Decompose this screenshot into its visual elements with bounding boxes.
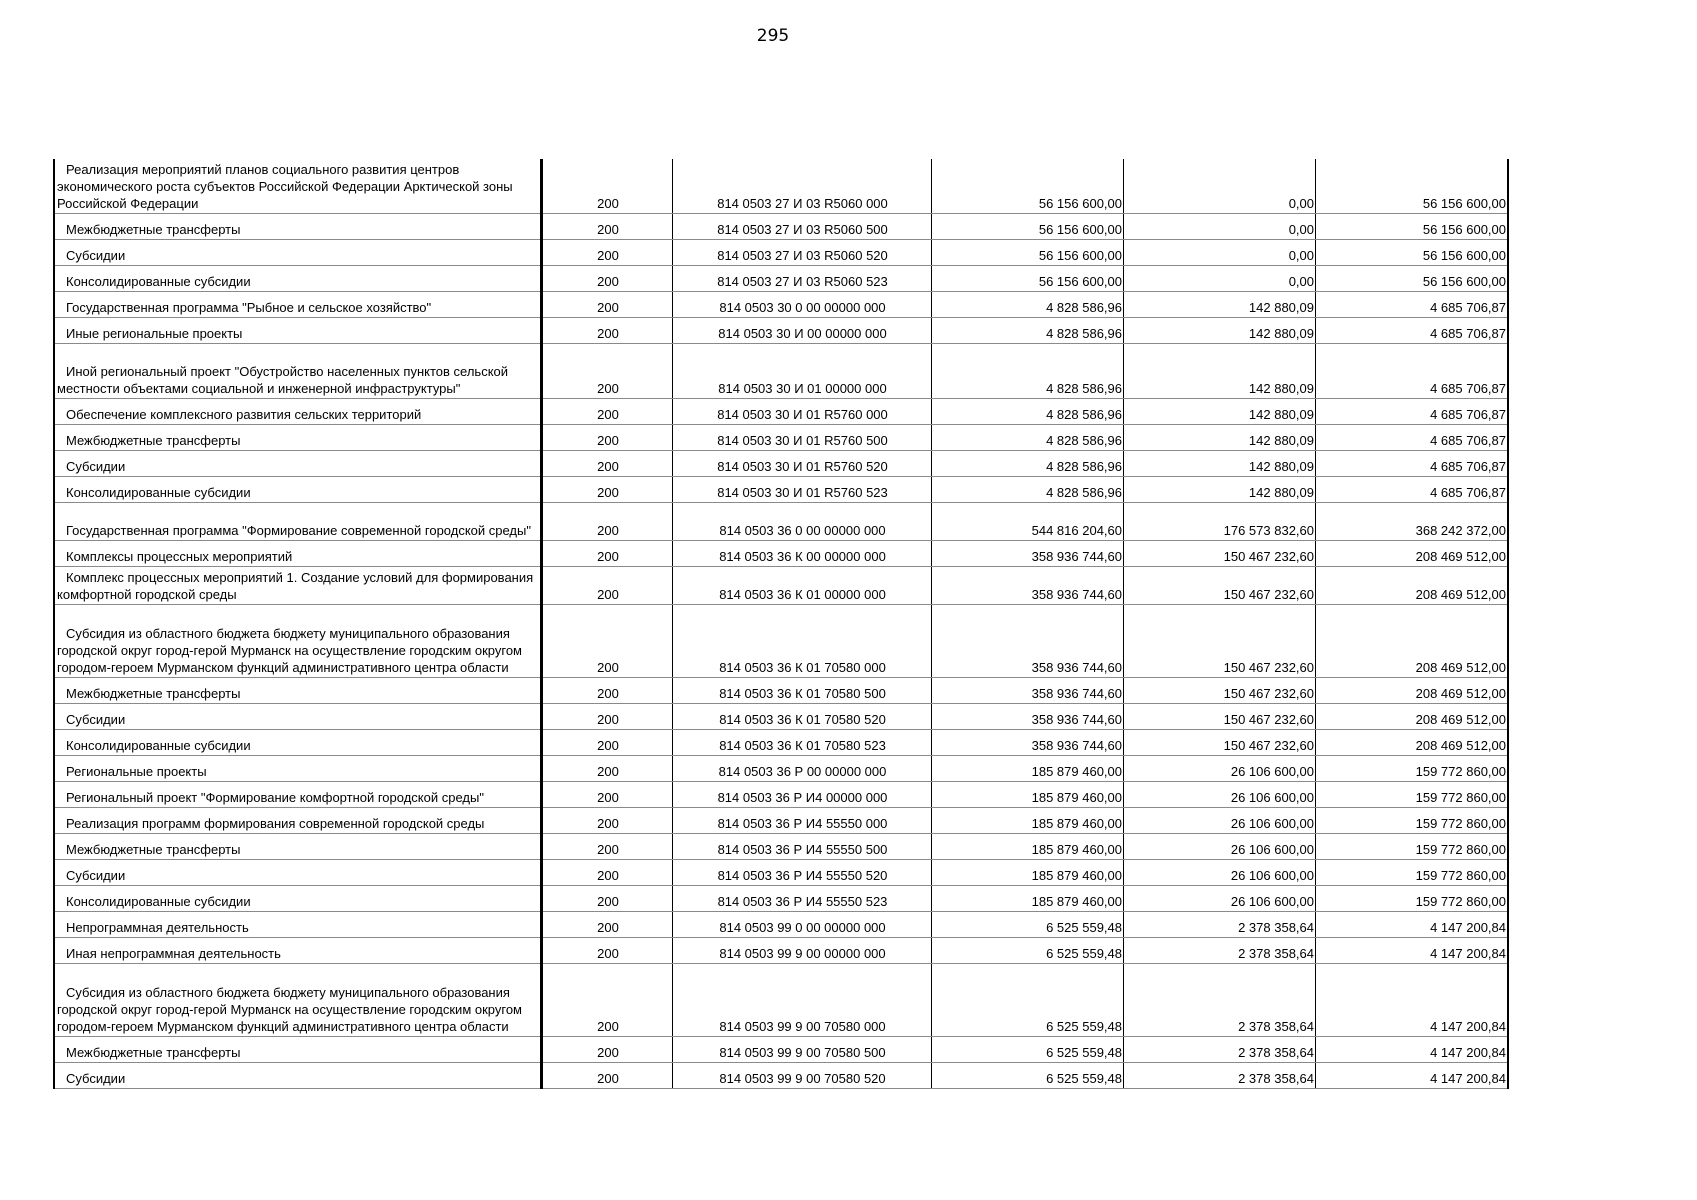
row-name-cell: Региональный проект "Формирование комфортной городской среды" <box>54 782 542 808</box>
row-amount-1-cell: 4 828 586,96 <box>932 477 1124 503</box>
row-amount-3-cell: 4 685 706,87 <box>1316 399 1509 425</box>
row-classification-code-cell: 814 0503 36 К 00 00000 000 <box>673 541 932 567</box>
row-amount-3-cell: 159 772 860,00 <box>1316 860 1509 886</box>
row-amount-3-cell: 4 685 706,87 <box>1316 318 1509 344</box>
row-name-cell: Межбюджетные трансферты <box>54 425 542 451</box>
row-name-cell: Реализация программ формирования современной городской среды <box>54 808 542 834</box>
row-classification-code-cell: 814 0503 27 И 03 R5060 523 <box>673 266 932 292</box>
row-amount-1-cell: 4 828 586,96 <box>932 344 1124 399</box>
row-amount-2-cell: 2 378 358,64 <box>1124 1063 1316 1089</box>
table-row <box>54 834 1508 860</box>
row-name-cell: Субсидия из областного бюджета бюджету муниципального образования городской округ город-герой Мурманск на осуществление городским округом городом-героем Мурманском функций административного центра области <box>54 605 542 678</box>
page-number: 295 <box>756 26 790 46</box>
row-name-cell: Иной региональный проект "Обустройство населенных пунктов сельской местности объектами социальной и инженерной инфраструктуры" <box>54 344 542 399</box>
row-code-cell: 200 <box>542 860 673 886</box>
table-row <box>54 503 1508 541</box>
row-amount-1-cell: 56 156 600,00 <box>932 240 1124 266</box>
row-name-cell: Субсидии <box>54 240 542 266</box>
row-classification-code-cell: 814 0503 36 Р И4 55550 523 <box>673 886 932 912</box>
row-classification-code-cell: 814 0503 99 9 00 70580 520 <box>673 1063 932 1089</box>
row-amount-1-cell: 56 156 600,00 <box>932 266 1124 292</box>
row-classification-code-cell: 814 0503 36 0 00 00000 000 <box>673 503 932 541</box>
row-code-cell: 200 <box>542 605 673 678</box>
row-amount-2-cell: 2 378 358,64 <box>1124 912 1316 938</box>
row-name-cell: Субсидии <box>54 1063 542 1089</box>
table-row <box>54 240 1508 266</box>
row-classification-code-cell: 814 0503 36 К 01 70580 000 <box>673 605 932 678</box>
table-row <box>54 886 1508 912</box>
row-name-cell: Консолидированные субсидии <box>54 477 542 503</box>
row-amount-1-cell: 358 936 744,60 <box>932 704 1124 730</box>
row-name-cell: Консолидированные субсидии <box>54 886 542 912</box>
row-amount-3-cell: 4 685 706,87 <box>1316 425 1509 451</box>
row-amount-2-cell: 26 106 600,00 <box>1124 834 1316 860</box>
table-row <box>54 318 1508 344</box>
row-code-cell: 200 <box>542 503 673 541</box>
row-amount-2-cell: 142 880,09 <box>1124 292 1316 318</box>
row-amount-1-cell: 56 156 600,00 <box>932 214 1124 240</box>
row-amount-2-cell: 150 467 232,60 <box>1124 541 1316 567</box>
row-amount-2-cell: 26 106 600,00 <box>1124 808 1316 834</box>
row-code-cell: 200 <box>542 292 673 318</box>
row-amount-2-cell: 26 106 600,00 <box>1124 886 1316 912</box>
row-classification-code-cell: 814 0503 27 И 03 R5060 000 <box>673 159 932 214</box>
row-amount-3-cell: 208 469 512,00 <box>1316 704 1509 730</box>
row-code-cell: 200 <box>542 756 673 782</box>
row-classification-code-cell: 814 0503 99 9 00 70580 500 <box>673 1037 932 1063</box>
row-amount-1-cell: 6 525 559,48 <box>932 964 1124 1037</box>
row-name-cell: Региональные проекты <box>54 756 542 782</box>
row-amount-3-cell: 4 685 706,87 <box>1316 292 1509 318</box>
row-amount-3-cell: 4 147 200,84 <box>1316 912 1509 938</box>
table-row <box>54 266 1508 292</box>
row-amount-1-cell: 185 879 460,00 <box>932 886 1124 912</box>
row-amount-1-cell: 4 828 586,96 <box>932 318 1124 344</box>
row-amount-2-cell: 142 880,09 <box>1124 318 1316 344</box>
row-amount-3-cell: 159 772 860,00 <box>1316 834 1509 860</box>
row-name-cell: Межбюджетные трансферты <box>54 834 542 860</box>
row-amount-3-cell: 208 469 512,00 <box>1316 541 1509 567</box>
row-amount-1-cell: 185 879 460,00 <box>932 808 1124 834</box>
row-amount-2-cell: 26 106 600,00 <box>1124 756 1316 782</box>
table-row <box>54 344 1508 399</box>
row-code-cell: 200 <box>542 730 673 756</box>
row-name-cell: Субсидии <box>54 860 542 886</box>
row-code-cell: 200 <box>542 159 673 214</box>
row-amount-3-cell: 208 469 512,00 <box>1316 730 1509 756</box>
row-name-cell: Комплекс процессных мероприятий 1. Создание условий для формирования комфортной городской среды <box>54 567 542 605</box>
row-amount-3-cell: 208 469 512,00 <box>1316 605 1509 678</box>
row-amount-1-cell: 4 828 586,96 <box>932 451 1124 477</box>
row-amount-1-cell: 4 828 586,96 <box>932 425 1124 451</box>
row-classification-code-cell: 814 0503 30 И 01 00000 000 <box>673 344 932 399</box>
row-classification-code-cell: 814 0503 36 К 01 70580 500 <box>673 678 932 704</box>
row-amount-3-cell: 4 685 706,87 <box>1316 344 1509 399</box>
row-name-cell: Межбюджетные трансферты <box>54 1037 542 1063</box>
row-amount-3-cell: 159 772 860,00 <box>1316 808 1509 834</box>
row-amount-2-cell: 0,00 <box>1124 214 1316 240</box>
row-amount-3-cell: 4 685 706,87 <box>1316 477 1509 503</box>
row-code-cell: 200 <box>542 477 673 503</box>
table-row <box>54 425 1508 451</box>
row-code-cell: 200 <box>542 240 673 266</box>
row-name-cell: Консолидированные субсидии <box>54 730 542 756</box>
table-row <box>54 159 1508 214</box>
table-row <box>54 730 1508 756</box>
row-name-cell: Межбюджетные трансферты <box>54 214 542 240</box>
row-amount-1-cell: 6 525 559,48 <box>932 912 1124 938</box>
row-code-cell: 200 <box>542 678 673 704</box>
row-amount-2-cell: 142 880,09 <box>1124 399 1316 425</box>
table-row <box>54 860 1508 886</box>
row-classification-code-cell: 814 0503 36 Р 00 00000 000 <box>673 756 932 782</box>
row-amount-2-cell: 150 467 232,60 <box>1124 730 1316 756</box>
table-row <box>54 1063 1508 1089</box>
row-name-cell: Иные региональные проекты <box>54 318 542 344</box>
row-code-cell: 200 <box>542 782 673 808</box>
row-amount-2-cell: 150 467 232,60 <box>1124 605 1316 678</box>
table-row <box>54 541 1508 567</box>
row-amount-3-cell: 56 156 600,00 <box>1316 266 1509 292</box>
table-row <box>54 214 1508 240</box>
row-code-cell: 200 <box>542 964 673 1037</box>
row-amount-3-cell: 159 772 860,00 <box>1316 886 1509 912</box>
table-row <box>54 808 1508 834</box>
row-amount-2-cell: 150 467 232,60 <box>1124 704 1316 730</box>
row-amount-2-cell: 142 880,09 <box>1124 344 1316 399</box>
row-classification-code-cell: 814 0503 27 И 03 R5060 500 <box>673 214 932 240</box>
table-row <box>54 292 1508 318</box>
row-amount-1-cell: 185 879 460,00 <box>932 860 1124 886</box>
row-amount-2-cell: 150 467 232,60 <box>1124 567 1316 605</box>
row-code-cell: 200 <box>542 886 673 912</box>
row-amount-1-cell: 185 879 460,00 <box>932 782 1124 808</box>
row-code-cell: 200 <box>542 344 673 399</box>
row-amount-1-cell: 6 525 559,48 <box>932 1037 1124 1063</box>
row-name-cell: Государственная программа "Формирование современной городской среды" <box>54 503 542 541</box>
row-classification-code-cell: 814 0503 36 Р И4 00000 000 <box>673 782 932 808</box>
row-amount-3-cell: 56 156 600,00 <box>1316 240 1509 266</box>
row-name-cell: Комплексы процессных мероприятий <box>54 541 542 567</box>
row-amount-3-cell: 208 469 512,00 <box>1316 678 1509 704</box>
row-amount-1-cell: 544 816 204,60 <box>932 503 1124 541</box>
row-classification-code-cell: 814 0503 99 0 00 00000 000 <box>673 912 932 938</box>
row-name-cell: Обеспечение комплексного развития сельских территорий <box>54 399 542 425</box>
row-amount-3-cell: 159 772 860,00 <box>1316 756 1509 782</box>
row-amount-2-cell: 142 880,09 <box>1124 477 1316 503</box>
row-code-cell: 200 <box>542 808 673 834</box>
row-code-cell: 200 <box>542 834 673 860</box>
row-classification-code-cell: 814 0503 36 К 01 70580 523 <box>673 730 932 756</box>
row-code-cell: 200 <box>542 1037 673 1063</box>
row-amount-3-cell: 4 147 200,84 <box>1316 1037 1509 1063</box>
row-classification-code-cell: 814 0503 30 И 01 R5760 520 <box>673 451 932 477</box>
table-row <box>54 938 1508 964</box>
row-amount-3-cell: 4 147 200,84 <box>1316 964 1509 1037</box>
row-classification-code-cell: 814 0503 36 К 01 00000 000 <box>673 567 932 605</box>
row-amount-2-cell: 2 378 358,64 <box>1124 938 1316 964</box>
row-amount-1-cell: 185 879 460,00 <box>932 756 1124 782</box>
table-row <box>54 1037 1508 1063</box>
row-name-cell: Межбюджетные трансферты <box>54 678 542 704</box>
row-amount-1-cell: 4 828 586,96 <box>932 292 1124 318</box>
row-amount-1-cell: 358 936 744,60 <box>932 605 1124 678</box>
row-amount-3-cell: 56 156 600,00 <box>1316 159 1509 214</box>
row-code-cell: 200 <box>542 938 673 964</box>
row-amount-2-cell: 150 467 232,60 <box>1124 678 1316 704</box>
row-classification-code-cell: 814 0503 30 0 00 00000 000 <box>673 292 932 318</box>
row-classification-code-cell: 814 0503 36 К 01 70580 520 <box>673 704 932 730</box>
row-classification-code-cell: 814 0503 99 9 00 00000 000 <box>673 938 932 964</box>
row-classification-code-cell: 814 0503 36 Р И4 55550 520 <box>673 860 932 886</box>
row-classification-code-cell: 814 0503 30 И 01 R5760 523 <box>673 477 932 503</box>
row-amount-2-cell: 0,00 <box>1124 266 1316 292</box>
row-amount-1-cell: 6 525 559,48 <box>932 938 1124 964</box>
row-name-cell: Непрограммная деятельность <box>54 912 542 938</box>
row-classification-code-cell: 814 0503 36 Р И4 55550 500 <box>673 834 932 860</box>
row-amount-2-cell: 142 880,09 <box>1124 425 1316 451</box>
row-code-cell: 200 <box>542 266 673 292</box>
row-code-cell: 200 <box>542 425 673 451</box>
row-code-cell: 200 <box>542 704 673 730</box>
row-code-cell: 200 <box>542 318 673 344</box>
table-row <box>54 964 1508 1037</box>
row-amount-3-cell: 4 147 200,84 <box>1316 938 1509 964</box>
table-row <box>54 756 1508 782</box>
row-amount-2-cell: 176 573 832,60 <box>1124 503 1316 541</box>
row-amount-2-cell: 2 378 358,64 <box>1124 1037 1316 1063</box>
row-classification-code-cell: 814 0503 30 И 00 00000 000 <box>673 318 932 344</box>
row-code-cell: 200 <box>542 214 673 240</box>
row-code-cell: 200 <box>542 567 673 605</box>
row-name-cell: Субсидии <box>54 704 542 730</box>
row-amount-2-cell: 26 106 600,00 <box>1124 782 1316 808</box>
row-code-cell: 200 <box>542 451 673 477</box>
row-amount-1-cell: 358 936 744,60 <box>932 567 1124 605</box>
row-amount-2-cell: 0,00 <box>1124 240 1316 266</box>
table-row <box>54 605 1508 678</box>
row-classification-code-cell: 814 0503 27 И 03 R5060 520 <box>673 240 932 266</box>
row-amount-2-cell: 0,00 <box>1124 159 1316 214</box>
row-amount-1-cell: 4 828 586,96 <box>932 399 1124 425</box>
row-name-cell: Реализация мероприятий планов социального развития центров экономического роста субъектов Российской Федерации Арктической зоны Российской Федерации <box>54 159 542 214</box>
table-row <box>54 912 1508 938</box>
row-classification-code-cell: 814 0503 30 И 01 R5760 000 <box>673 399 932 425</box>
row-code-cell: 200 <box>542 399 673 425</box>
row-amount-1-cell: 56 156 600,00 <box>932 159 1124 214</box>
row-amount-3-cell: 4 147 200,84 <box>1316 1063 1509 1089</box>
row-code-cell: 200 <box>542 541 673 567</box>
table-row <box>54 451 1508 477</box>
table-row <box>54 678 1508 704</box>
row-amount-3-cell: 159 772 860,00 <box>1316 782 1509 808</box>
row-name-cell: Иная непрограммная деятельность <box>54 938 542 964</box>
budget-table <box>53 159 1509 1089</box>
row-name-cell: Консолидированные субсидии <box>54 266 542 292</box>
row-code-cell: 200 <box>542 912 673 938</box>
row-classification-code-cell: 814 0503 99 9 00 70580 000 <box>673 964 932 1037</box>
row-name-cell: Субсидии <box>54 451 542 477</box>
row-amount-3-cell: 368 242 372,00 <box>1316 503 1509 541</box>
table-row <box>54 782 1508 808</box>
row-amount-3-cell: 4 685 706,87 <box>1316 451 1509 477</box>
row-amount-1-cell: 358 936 744,60 <box>932 541 1124 567</box>
budget-table-body <box>54 159 1508 1089</box>
row-amount-1-cell: 6 525 559,48 <box>932 1063 1124 1089</box>
table-row <box>54 704 1508 730</box>
table-row <box>54 567 1508 605</box>
row-amount-2-cell: 142 880,09 <box>1124 451 1316 477</box>
row-amount-1-cell: 358 936 744,60 <box>932 730 1124 756</box>
row-name-cell: Государственная программа "Рыбное и сельское хозяйство" <box>54 292 542 318</box>
row-name-cell: Субсидия из областного бюджета бюджету муниципального образования городской округ город-герой Мурманск на осуществление городским округом городом-героем Мурманском функций административного центра области <box>54 964 542 1037</box>
row-code-cell: 200 <box>542 1063 673 1089</box>
row-classification-code-cell: 814 0503 36 Р И4 55550 000 <box>673 808 932 834</box>
row-amount-2-cell: 2 378 358,64 <box>1124 964 1316 1037</box>
table-row <box>54 477 1508 503</box>
table-row <box>54 399 1508 425</box>
row-amount-3-cell: 208 469 512,00 <box>1316 567 1509 605</box>
row-amount-1-cell: 358 936 744,60 <box>932 678 1124 704</box>
row-amount-3-cell: 56 156 600,00 <box>1316 214 1509 240</box>
row-amount-2-cell: 26 106 600,00 <box>1124 860 1316 886</box>
row-amount-1-cell: 185 879 460,00 <box>932 834 1124 860</box>
row-classification-code-cell: 814 0503 30 И 01 R5760 500 <box>673 425 932 451</box>
